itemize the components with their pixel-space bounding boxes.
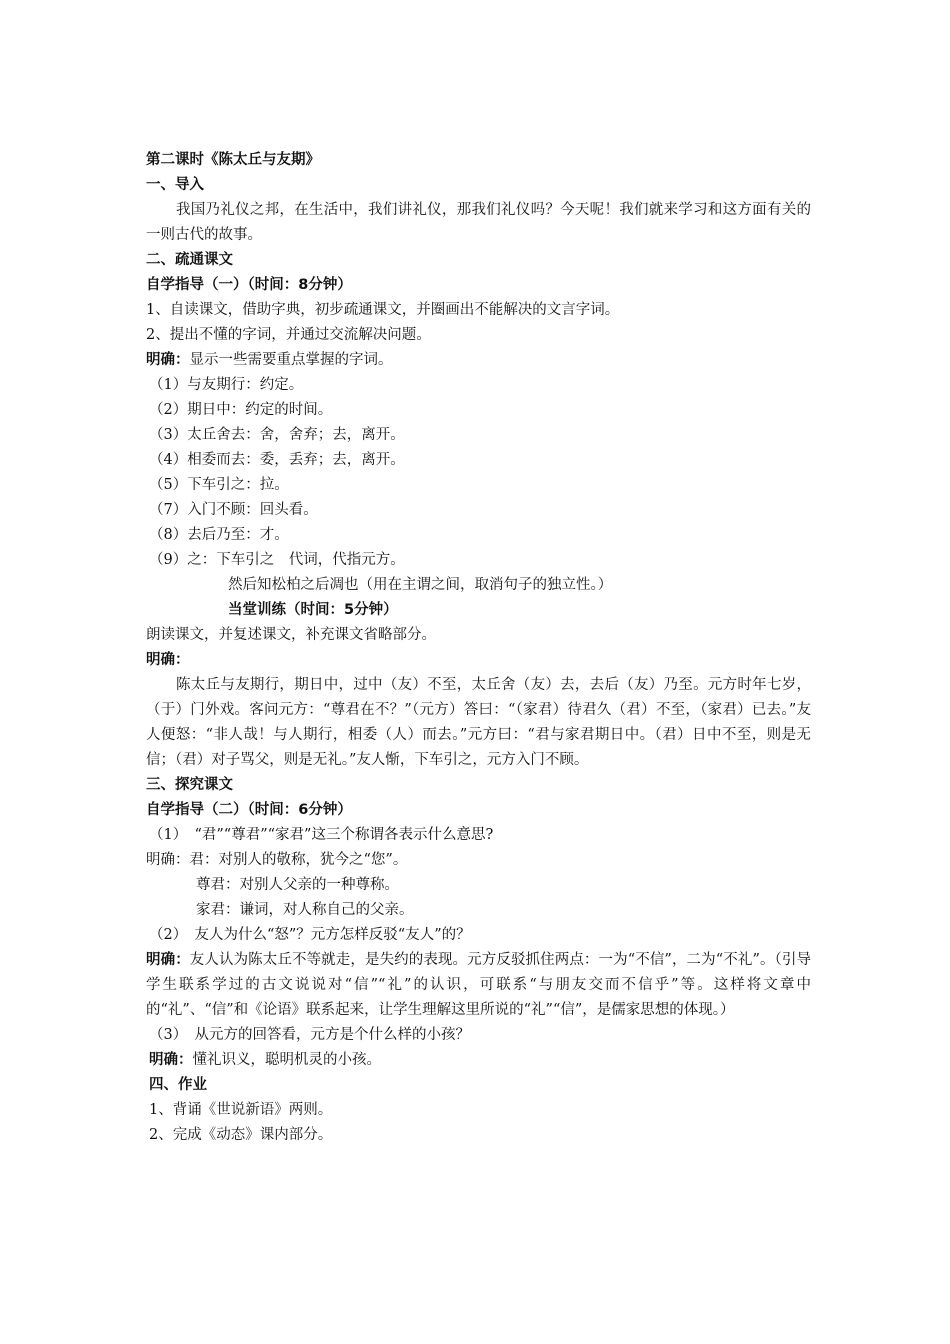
answer-3-text: 懂礼识义，聪明机灵的小孩。: [192, 1052, 381, 1068]
vocab-item-3: （3）太丘舍去：舍，舍弃；去，离开。: [149, 427, 405, 443]
homework-item-2: 2、完成《动态》课内部分。: [149, 1127, 333, 1143]
answer-2-paragraph: [146, 948, 811, 1023]
practice-paragraph: 陈太丘与友期行，期日中，过中（友）不至，太丘舍（友）去，去后（友）乃至。元方时年七岁，（于）门外戏。客问元方：“尊君在不？”（元方）答曰：“（家君）待君久（君）不至，（家君）已去。”友人便怒：“非人哉！与人期行，相委（人）而去。”元方曰：“君与家君期日中。（君）日中不至，则是无信；（君）对子骂父，则是无礼。”友人惭，下车引之，元方入门不顾。: [146, 677, 811, 768]
vocab-item-7: （7）入门不顾：回头看。: [149, 502, 318, 518]
guide-1-heading: 自学指导（一）（时间：8分钟）: [146, 277, 352, 293]
answer-3-label: 明确：: [149, 1052, 193, 1068]
homework-item-1: 1、背诵《世说新语》两则。: [149, 1102, 333, 1118]
answer-1-line-1: [146, 848, 811, 873]
section-3-heading: 三、探究课文: [146, 777, 233, 793]
practice-clarify-label: 明确：: [146, 652, 190, 668]
vocab-item-9: （9）之：下车引之 代词，代指元方。: [149, 552, 405, 568]
guide-2-heading: 自学指导（二）（时间：6分钟）: [146, 802, 352, 818]
answer-1-text-1: 君：对别人的敬称，犹今之“您”。: [189, 852, 408, 868]
vocab-item-8: （8）去后乃至：才。: [149, 527, 289, 543]
intro-paragraph: 我国乃礼仪之邦，在生活中，我们讲礼仪，那我们礼仪吗？今天呢！我们就来学习和这方面有关的一则古代的故事。: [146, 202, 811, 243]
guide-1-item-2: 2、提出不懂的字词，并通过交流解决问题。: [146, 327, 431, 343]
answer-1-label: 明确：: [146, 852, 190, 868]
question-3: （3） 从元方的回答看，元方是个什么样的小孩？: [149, 1027, 470, 1043]
answer-2-text: 友人认为陈太丘不等就走，是失约的表现。元方反驳抓住两点：一为“不信”，二为“不礼”。（引导学生联系学过的古文说说对“信”“礼”的认识，可联系“与朋友交而不信乎”等。这样将文章中的“礼”、“信”和《论语》联系起来，让学生理解这里所说的“礼”“信”，是儒家思想的体现。）: [146, 952, 811, 1018]
question-1: （1） “君”“尊君”“家君”这三个称谓各表示什么意思?: [149, 827, 494, 843]
answer-3-line: [146, 1048, 811, 1073]
vocab-item-9-sub: 然后知松柏之后凋也（用在主谓之间，取消句子的独立性。）: [228, 577, 613, 593]
clarify-label: 明确：: [146, 352, 190, 368]
answer-1-line-3: 家君：谦词，对人称自己的父亲。: [196, 902, 414, 918]
practice-heading: 当堂训练（时间：5分钟）: [228, 602, 398, 618]
guide-1-item-1: 1、自读课文，借助字典，初步疏通课文，并圈画出不能解决的文言字词。: [146, 302, 620, 318]
vocab-item-2: （2）期日中：约定的时间。: [149, 402, 333, 418]
clarify-line: [146, 348, 811, 373]
answer-2-label: 明确：: [146, 952, 190, 968]
section-1-heading: 一、导入: [146, 177, 204, 193]
vocab-item-1: （1）与友期行：约定。: [149, 377, 304, 393]
clarify-text: 显示一些需要重点掌握的字词。: [189, 352, 393, 368]
section-2-heading: 二、疏通课文: [146, 252, 233, 268]
question-2: （2） 友人为什么“怒”？元方怎样反驳“友人”的？: [149, 927, 471, 943]
section-4-heading: 四、作业: [149, 1077, 207, 1093]
practice-text: 朗读课文，并复述课文，补充课文省略部分。: [146, 627, 436, 643]
answer-1-line-2: 尊君：对别人父亲的一种尊称。: [196, 877, 399, 893]
lesson-title: 第二课时《陈太丘与友期》: [146, 152, 320, 168]
vocab-item-4: （4）相委而去：委，丢弃；去，离开。: [149, 452, 405, 468]
vocab-item-5: （5）下车引之：拉。: [149, 477, 289, 493]
document-page: [146, 148, 811, 1148]
